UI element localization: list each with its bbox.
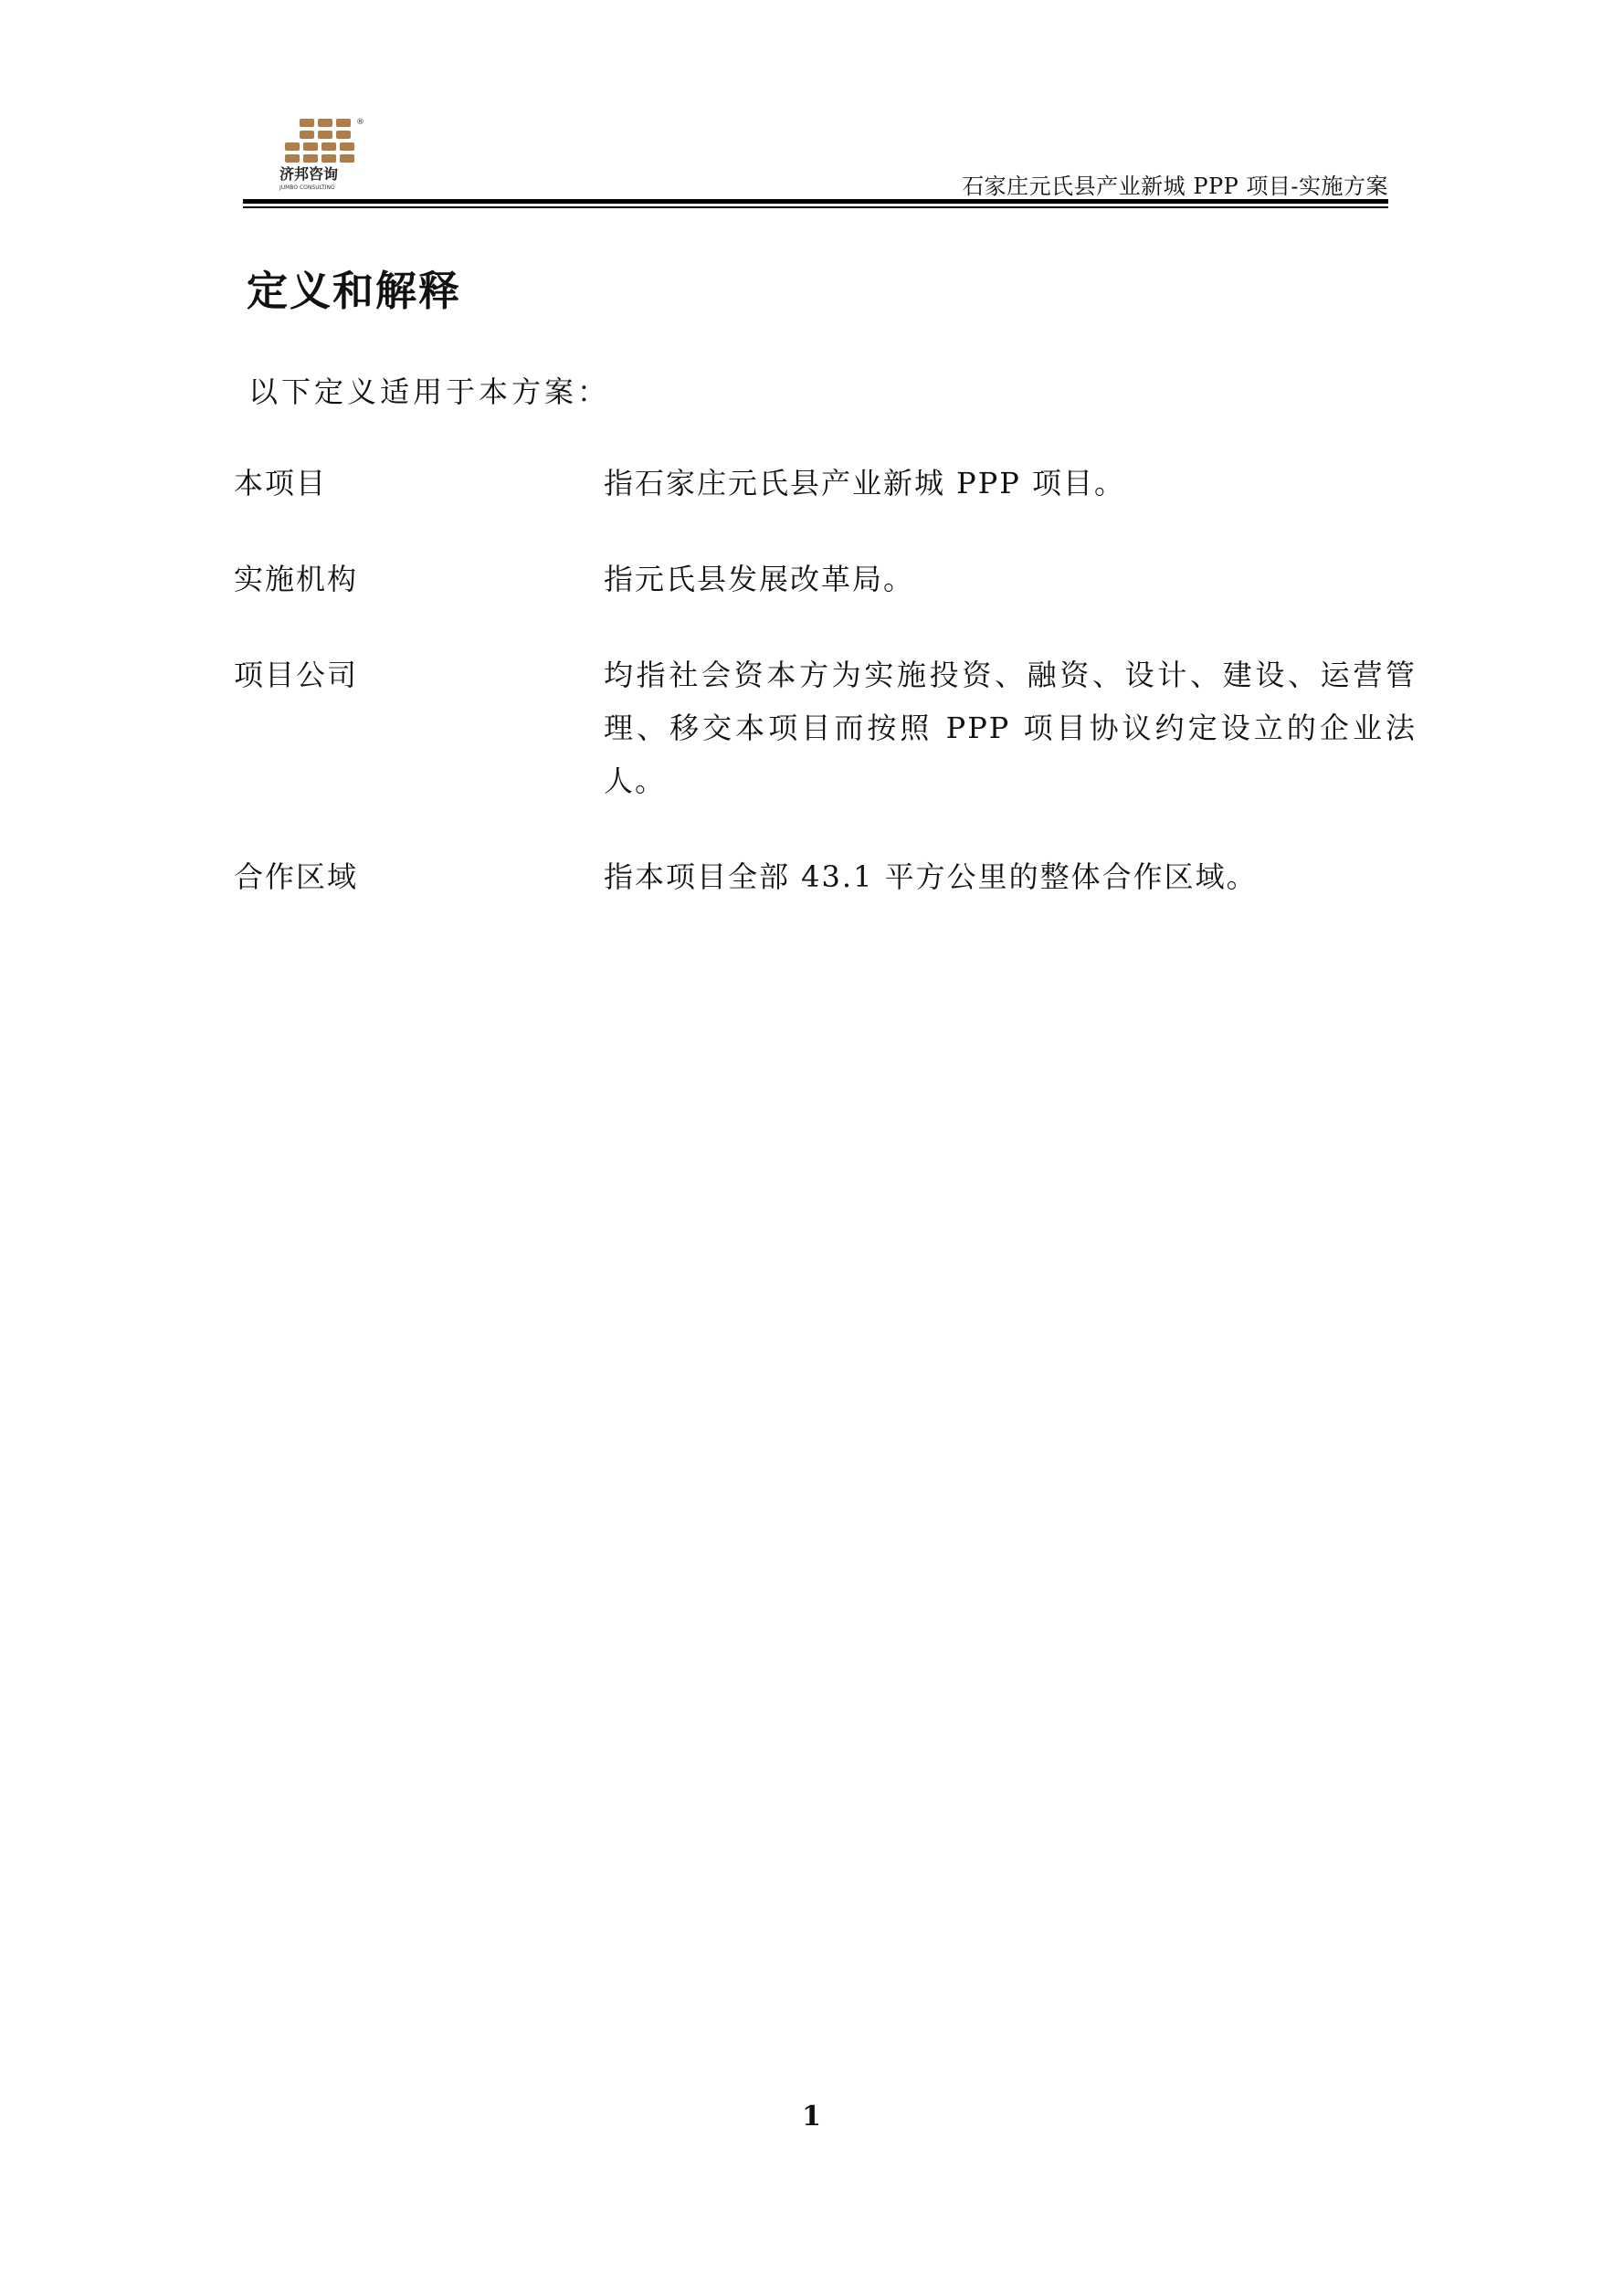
definition-description: 指本项目全部 43.1 平方公里的整体合作区域。: [604, 859, 1258, 894]
header-rule: [243, 199, 1388, 204]
logo-name-en: JUMBO CONSULTING: [279, 184, 335, 191]
header-rule-thin: [243, 206, 1388, 208]
definition-row: [234, 850, 1421, 903]
definition-row: [234, 457, 1421, 510]
document-title: 石家庄元氏县产业新城 PPP 项目-实施方案: [962, 174, 1388, 199]
definition-term: 项目公司: [234, 658, 359, 692]
definition-row: [234, 553, 1421, 606]
definition-term: 实施机构: [234, 562, 359, 596]
definition-row: [234, 648, 1421, 807]
section-title: 定义和解释: [247, 267, 462, 315]
definition-description: 指元氏县发展改革局。: [604, 562, 915, 596]
logo-name-cn: 济邦咨询: [279, 165, 339, 183]
page-number: 1: [802, 2101, 821, 2133]
definitions-list: [234, 457, 1421, 946]
definition-term: 合作区域: [234, 859, 359, 894]
jumbo-consulting-logo: [276, 108, 376, 192]
registered-mark: ®: [356, 118, 364, 127]
intro-text: 以下定义适用于本方案：: [248, 374, 611, 409]
definition-description: 指石家庄元氏县产业新城 PPP 项目。: [604, 466, 1125, 500]
page-header: [243, 108, 1388, 208]
definition-term: 本项目: [234, 466, 328, 500]
definition-description: 均指社会资本方为实施投资、融资、设计、建设、运营管理、移交本项目而按照 PPP 项目协议约定设立的企业法人。: [604, 658, 1417, 798]
